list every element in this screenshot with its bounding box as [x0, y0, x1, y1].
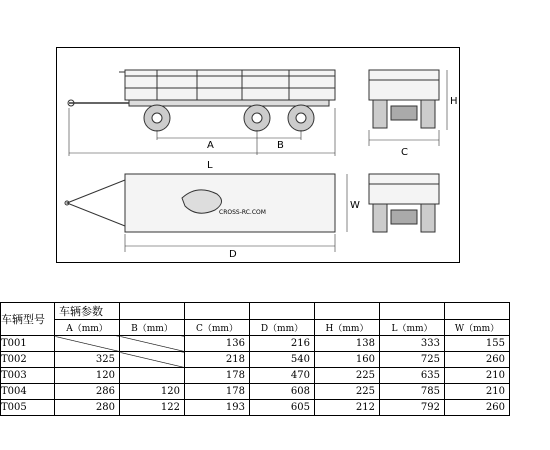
value-cell: 325 [55, 352, 120, 368]
value-cell: 260 [445, 352, 510, 368]
model-cell: T001 [1, 336, 55, 352]
value-cell: 212 [315, 400, 380, 416]
value-cell: 218 [185, 352, 250, 368]
value-cell: 333 [380, 336, 445, 352]
value-cell: 225 [315, 368, 380, 384]
value-cell [55, 336, 120, 352]
value-cell: 178 [185, 368, 250, 384]
value-cell: 136 [185, 336, 250, 352]
value-cell: 216 [250, 336, 315, 352]
col-header-B: B（mm） [120, 320, 185, 336]
rear-view-bottom [369, 174, 439, 232]
col-header-H: H（mm） [315, 320, 380, 336]
dim-label-L: L [207, 160, 213, 171]
logo-text: CROSS-RC.COM [219, 209, 266, 216]
value-cell [120, 368, 185, 384]
model-cell: T005 [1, 400, 55, 416]
value-cell: 605 [250, 400, 315, 416]
value-cell: 155 [445, 336, 510, 352]
col-header-L: L（mm） [380, 320, 445, 336]
value-cell: 138 [315, 336, 380, 352]
dim-label-H: H [450, 96, 458, 107]
side-view [68, 70, 335, 156]
value-cell: 122 [120, 400, 185, 416]
value-cell: 120 [120, 384, 185, 400]
table-row [1, 400, 510, 416]
value-cell: 725 [380, 352, 445, 368]
value-cell: 540 [250, 352, 315, 368]
col-header-C: C（mm） [185, 320, 250, 336]
dim-label-C: C [401, 147, 408, 158]
group-header-row [1, 303, 510, 320]
dim-label-A: A [207, 140, 214, 151]
rear-view [369, 70, 447, 146]
value-cell: 160 [315, 352, 380, 368]
spec-table [0, 302, 510, 416]
value-cell: 210 [445, 384, 510, 400]
table-row [1, 352, 510, 368]
group-header: 车辆参数 [55, 303, 120, 320]
col-header-W: W（mm） [445, 320, 510, 336]
trailer-drawing-svg [57, 48, 461, 264]
value-cell [120, 352, 185, 368]
value-cell: 280 [55, 400, 120, 416]
value-cell: 193 [185, 400, 250, 416]
model-cell: T002 [1, 352, 55, 368]
value-cell: 792 [380, 400, 445, 416]
col-header-A: A（mm） [55, 320, 120, 336]
value-cell: 286 [55, 384, 120, 400]
spec-body [1, 336, 510, 416]
dim-label-W: W [350, 200, 360, 211]
value-cell [120, 336, 185, 352]
value-cell: 635 [380, 368, 445, 384]
value-cell: 120 [55, 368, 120, 384]
dim-label-D: D [229, 249, 237, 260]
value-cell: 225 [315, 384, 380, 400]
column-header-row [1, 320, 510, 336]
trailer-drawing [56, 47, 460, 263]
table-row [1, 336, 510, 352]
value-cell: 210 [445, 368, 510, 384]
value-cell: 178 [185, 384, 250, 400]
model-cell: T003 [1, 368, 55, 384]
value-cell: 785 [380, 384, 445, 400]
dim-label-B: B [277, 140, 284, 151]
model-cell: T004 [1, 384, 55, 400]
value-cell: 260 [445, 400, 510, 416]
row-header: 车辆型号 [1, 303, 55, 336]
table-row [1, 384, 510, 400]
table-row [1, 368, 510, 384]
top-view [65, 174, 347, 252]
value-cell: 470 [250, 368, 315, 384]
col-header-D: D（mm） [250, 320, 315, 336]
value-cell: 608 [250, 384, 315, 400]
